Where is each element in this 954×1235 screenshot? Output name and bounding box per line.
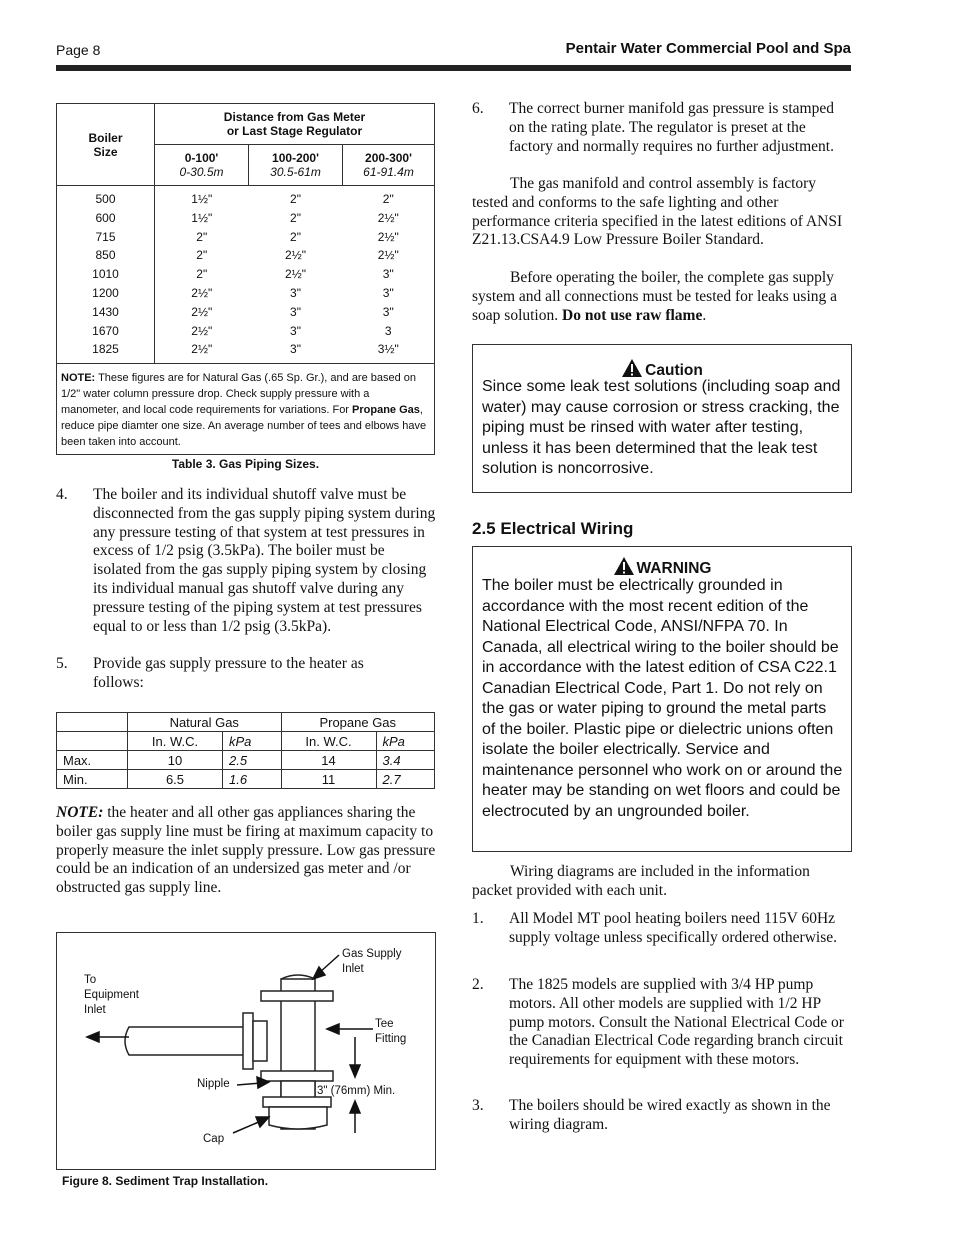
item-text: The boiler and its individual shutoff valve must be disconnected from the gas supply piping system during any pressure testing of that system at test pressures in excess of 1/2 psig (3.5kPa). The boiler must be isolated from the gas supply piping system by closing its individual manual gas shutoff valve during any pressure testing of the piping system at test pressures equal to or less than 1/2 psig (3.5kPa). [93,486,436,635]
list-item-1 [472,910,852,970]
cell: 3" [382,267,394,282]
cell: 500 [95,192,116,206]
label-min-distance: 3" (76mm) Min. [317,1085,396,1097]
cell: 3" [290,285,301,300]
subheader-0-100 [155,145,249,186]
distance-header-line2: or Last Stage Regulator [226,124,363,138]
warning-text: The boiler must be electrically grounded in accordance with the most recent edition of the National Electrical Code, ANSI/NFPA 70. In Canada, all electrical wiring to the boiler should be in accordance with the latest edition of CSA C22.1 Canadian Electrical Code, Part 1. Do not rely on the gas or water piping to ground the metal parts of the boiler. Plastic pipe or dielectric unions often isolate the boiler electrically. Service and maintenance personnel who work on or around the heater may be standing on wet floors and could be electrocuted by an ungrounded boiler. [482,577,843,820]
cell: 2½" [285,248,306,263]
label-gas-supply: Gas Supply Inlet [342,948,402,975]
cell: 3" [290,323,301,338]
min-arrow-down [350,1065,360,1077]
cell: 715 [95,229,116,244]
warning-box [472,546,852,852]
cell: 11 [281,770,376,789]
ng-kpa-header: kPa [223,732,282,751]
note-bold: Propane Gas [352,404,420,417]
item-number: 4. [56,486,68,503]
cell: 2½" [377,248,399,263]
header-rule [56,65,851,71]
leak-test-paragraph [472,269,852,325]
pg-kpa-header: kPa [376,732,435,751]
item-number: 2. [472,976,484,993]
cell: 2½" [191,323,213,338]
warning-triangle-icon [613,556,635,576]
note-label: NOTE: [61,372,96,385]
list-item-3 [472,1097,852,1137]
note-text: the heater and all other gas appliances sharing the boiler gas supply line must be firing at maximum capacity to properly measure the inlet supply pressure. Low gas pressure could be an indication of an undersized gas meter and /or obstructed gas supply line. [56,804,436,897]
table-row [57,751,435,770]
subheader-100-200 [249,145,343,186]
header-boiler: Boiler [88,130,123,145]
leak-test-text: Before operating the boiler, the complete gas supply system and all connections must be tested for leaks using a soap solution. [472,269,838,324]
cell: 850 [95,248,116,263]
cell: 3 [384,323,392,338]
header-title: Pentair Water Commercial Pool and Spa [565,40,851,57]
subheader-label: 100-200' [272,151,319,165]
item-text: Provide gas supply pressure to the heater as follows: [93,655,364,691]
item-text: The 1825 models are supplied with 3/4 HP pump motors. All other models are supplied with 1/2 HP pump motors. Consult the National Electrical Code or the Canadian Electrical Code regarding branch circuit requirements for equipment with these motors. [509,976,844,1069]
subheader-metric: 61-91.4m [363,165,414,179]
list-item-2 [472,976,852,1086]
label-to-equipment: To Equipment Inlet [84,974,139,1016]
item-number: 1. [472,910,484,927]
cell: 2½" [377,229,399,244]
subheader-200-300 [343,145,435,186]
cell: 2" [290,210,301,225]
page-number: Page 8 [56,42,101,58]
cell: 3½" [377,342,399,357]
list-item-4 [56,486,436,656]
note-label: NOTE: [56,804,104,821]
item-text: The correct burner manifold gas pressure is stamped on the rating plate. The regulator is preset at the factory and normally requires no further adjustment. [509,100,834,155]
item-number: 5. [56,655,68,672]
cell: 2" [290,229,301,244]
cell: 3" [290,342,301,357]
row-label: Min. [57,770,128,789]
pg-wc-header: In. W.C. [281,732,376,751]
caution-text: Since some leak test solutions (including soap and water) may cause corrosion or stress cracking, the piping must be rinsed with water after testing, unless it has been determined that the leak test solution is noncorrosive. [482,378,841,477]
cell: 3" [382,285,394,300]
wiring-diagram-paragraph: Wiring diagrams are included in the information packet provided with each unit. [472,863,810,899]
col-0-100 [155,186,249,364]
caution-box [472,344,852,493]
leak-test-bold: Do not use raw flame [562,306,703,324]
cell: 10 [128,751,223,770]
table-caption: Table 3. Gas Piping Sizes. [171,457,320,471]
sediment-trap-figure [56,932,436,1170]
blank-cell [57,713,128,732]
cell: 600 [95,210,116,225]
cell: 2½" [191,304,213,319]
caution-label: Caution [645,362,703,379]
tee-lower-coupling [261,1071,333,1081]
label-cap: Cap [203,1133,225,1145]
label-tee-fitting: Tee Fitting [375,1018,407,1045]
min-arrow-up [350,1101,360,1113]
to-equipment-arrow [87,1032,99,1042]
list-item-5 [56,655,436,695]
blank-cell [57,732,128,751]
item-text: The boilers should be wired exactly as shown in the wiring diagram. [509,1097,831,1133]
note-paragraph [56,804,436,898]
top-coupling [261,991,333,1001]
propane-gas-header: Propane Gas [281,713,435,732]
table-row [57,770,435,789]
list-item-6 [472,100,852,180]
horizontal-pipe [125,1027,247,1055]
col-sizes [57,186,155,364]
gas-piping-table [56,103,435,455]
leak-test-end: . [702,306,707,324]
item-number: 6. [472,100,484,117]
tee-arrow [327,1024,339,1034]
row-label: Max. [57,751,128,770]
subheader-metric: 30.5-61m [270,165,321,179]
col-100-200 [249,186,343,364]
gas-pressure-table [56,712,435,789]
note-text: These figures are for Natural Gas (.65 Sp. Gr.), and are based on 1/2" water column pressure drop. Check supply pressure with a manometer, and local code requirements for variations. For [61,372,417,417]
cell: 6.5 [128,770,223,789]
cell: 1010 [92,267,119,282]
cell: 3" [290,304,301,319]
cell: 2½" [285,267,306,282]
cell: 1430 [92,304,119,319]
cap [269,1107,327,1129]
cell: 3" [382,304,394,319]
cell: 2½" [377,210,399,225]
natural-gas-header: Natural Gas [128,713,282,732]
ng-wc-header: In. W.C. [128,732,223,751]
warning-label: WARNING [636,560,712,577]
cell: 2½" [191,342,213,357]
boiler-size-header [57,104,155,186]
side-flange [243,1013,253,1069]
note-text: , reduce pipe diamter one size. An average number of tees and elbows have been taken into account. [61,404,427,449]
cell: 1½" [191,210,213,225]
cell: 2" [196,267,208,282]
cell: 1670 [92,323,119,338]
figure-caption: Figure 8. Sediment Trap Installation. [62,1174,269,1188]
subheader-metric: 0-30.5m [179,165,224,179]
tee-side [253,1021,267,1061]
gas-table-note [57,364,435,455]
cell: 2½" [191,285,213,300]
cap-arrow [256,1117,269,1127]
cell: 1½" [191,192,213,206]
warning-triangle-icon [621,358,643,378]
cell: 2.5 [223,751,282,770]
distance-header-line1: Distance from Gas Meter [223,110,366,124]
cell: 2.7 [376,770,435,789]
cell: 3.4 [376,751,435,770]
cell: 1200 [92,285,119,300]
cell: 2" [290,192,301,206]
manifold-paragraph: The gas manifold and control assembly is factory tested and conforms to the safe lighting and other performance criteria specified in the latest editions of ANSI Z21.13.CSA4.9 Low Pressure Boiler Standard. [472,175,843,249]
item-text: All Model MT pool heating boilers need 115V 60Hz supply voltage unless specifically ordered otherwise. [509,910,837,946]
cell: 1825 [92,342,119,357]
cell: 2" [196,248,208,263]
col-200-300 [343,186,435,364]
label-nipple: Nipple [197,1078,230,1090]
cell: 2" [196,229,208,244]
cell: 2" [382,192,394,206]
warning-heading [473,556,851,578]
distance-header [155,104,435,145]
subheader-label: 0-100' [184,151,219,165]
header-size: Size [93,144,118,159]
section-heading-electrical: 2.5 Electrical Wiring [472,519,634,538]
item-number: 3. [472,1097,484,1114]
cell: 1.6 [223,770,282,789]
subheader-label: 200-300' [365,151,412,165]
cell: 14 [281,751,376,770]
